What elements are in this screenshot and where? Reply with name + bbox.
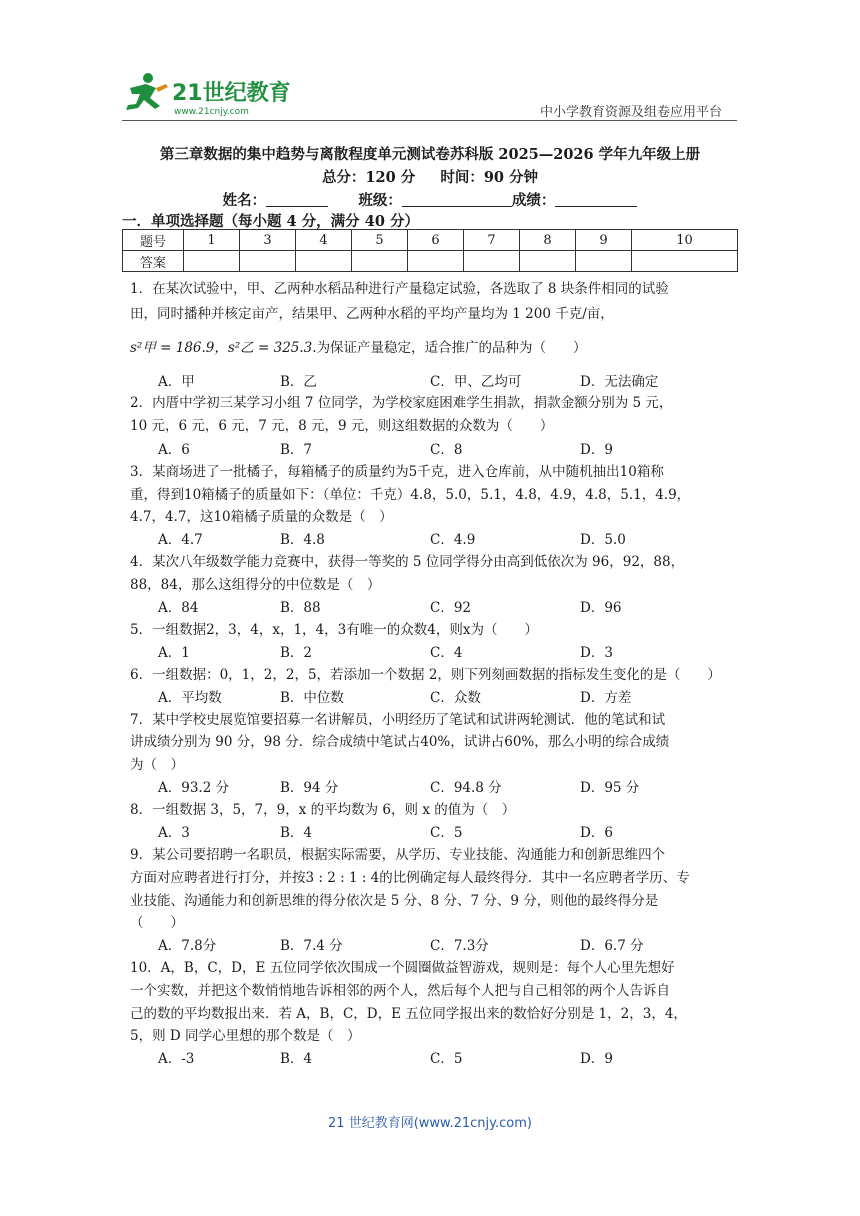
q4-option-a[interactable]: A．84 — [158, 600, 199, 616]
q2-option-c[interactable]: C．8 — [430, 442, 463, 458]
q2-option-a[interactable]: A．6 — [158, 442, 190, 458]
q10-text-line: 5，则 D 同学心里想的那个数是（ ） — [130, 1028, 361, 1044]
q9-option-c[interactable]: C．7.3分 — [430, 938, 489, 954]
q10-text-line: 一个实数，并把这个数悄悄地告诉相邻的两个人，然后每个人把与自己相邻的两个人告诉自 — [130, 983, 670, 999]
table-row — [123, 251, 738, 272]
q6-option-c[interactable]: C．众数 — [430, 690, 481, 706]
q6-text-line: 6．一组数据：0，1，2，2，5，若添加一个数据 2，则下列刻画数据的指标发生变化的是（ ） — [130, 667, 721, 683]
table-cell: 8 — [520, 230, 576, 251]
q8-option-d[interactable]: D．6 — [580, 825, 613, 841]
q1-question: 为保证产量稳定，适合推广的品种为（ ） — [316, 340, 587, 356]
header-divider — [122, 120, 737, 121]
q5-option-b[interactable]: B．2 — [280, 645, 313, 661]
grade-blank[interactable] — [555, 192, 637, 207]
q3-option-d[interactable]: D．5.0 — [580, 532, 626, 548]
logo-text: 21世纪教育 — [172, 81, 291, 106]
answer-cell[interactable] — [520, 251, 576, 272]
q8-option-b[interactable]: B．4 — [280, 825, 313, 841]
q9-option-b[interactable]: B．7.4 分 — [280, 938, 343, 954]
q10-option-d[interactable]: D．9 — [580, 1051, 613, 1067]
table-row — [123, 230, 738, 251]
q4-text-line: 88，84，那么这组得分的中位数是（ ） — [130, 577, 381, 593]
table-cell: 10 — [632, 230, 738, 251]
exam-subtitle — [0, 166, 860, 187]
class-label: 班级： — [358, 192, 402, 209]
q9-option-a[interactable]: A．7.8分 — [158, 938, 217, 954]
q4-option-b[interactable]: B．88 — [280, 600, 321, 616]
q9-text-line: 9．某公司要招聘一名职员，根据实际需要，从学历、专业技能、沟通能力和创新思维四个 — [130, 847, 666, 863]
q1-option-b[interactable]: B．乙 — [280, 374, 317, 390]
table-cell: 4 — [296, 230, 352, 251]
q5-text-line: 5．一组数据2，3，4，x，1，4，3有唯一的众数4，则x为（ ） — [130, 622, 538, 638]
table-cell: 1 — [184, 230, 240, 251]
answer-cell[interactable] — [184, 251, 240, 272]
table-cell: 5 — [352, 230, 408, 251]
q7-option-a[interactable]: A．93.2 分 — [158, 780, 230, 796]
logo-url: www.21cnjy.com — [174, 107, 249, 117]
q7-option-b[interactable]: B．94 分 — [280, 780, 339, 796]
q5-option-a[interactable]: A．1 — [158, 645, 190, 661]
q5-option-d[interactable]: D．3 — [580, 645, 613, 661]
section-heading: 一．单项选择题（每小题 4 分，满分 40 分） — [122, 213, 419, 230]
q3-option-a[interactable]: A．4.7 — [158, 532, 203, 548]
table-cell: 6 — [408, 230, 464, 251]
q6-option-a[interactable]: A．平均数 — [158, 690, 222, 706]
q7-text-line: 讲成绩分别为 90 分，98 分．综合成绩中笔试占40%，试讲占60%，那么小明的综合成绩 — [130, 734, 670, 750]
q1-text-line — [130, 336, 587, 356]
name-label: 姓名： — [222, 192, 267, 209]
q1-option-a[interactable]: A．甲 — [158, 374, 195, 390]
q6-option-b[interactable]: B．中位数 — [280, 690, 344, 706]
q3-text-line: 3．某商场进了一批橘子，每箱橘子的质量约为5千克，进入仓库前，从中随机抽出10箱称 — [130, 464, 664, 480]
q8-option-a[interactable]: A．3 — [158, 825, 190, 841]
q7-text-line: 7．某中学校史展览馆要招募一名讲解员，小明经历了笔试和试讲两轮测试．他的笔试和试 — [130, 712, 666, 728]
q1-text-line: 田，同时播种并核定亩产，结果甲、乙两种水稻的平均产量均为 1 200 千克/亩， — [130, 306, 614, 322]
q2-option-b[interactable]: B．7 — [280, 442, 313, 458]
platform-name: 中小学教育资源及组卷应用平台 — [539, 105, 722, 120]
q4-option-d[interactable]: D．96 — [580, 600, 622, 616]
q2-text-line: 2．内厝中学初三某学习小组 7 位同学，为学校家庭困难学生捐款，捐款金额分别为 5 元， — [130, 395, 673, 411]
q7-text-line: 为（ ） — [130, 757, 184, 773]
q10-text-line: 10．A，B，C，D，E 五位同学依次围成一个圆圈做益智游戏，规则是：每个人心里先想好 — [130, 960, 675, 976]
q1-option-d[interactable]: D．无法确定 — [580, 374, 659, 390]
table-cell: 7 — [464, 230, 520, 251]
q1-formula: s²甲 = 186.9，s²乙 = 325.3. — [130, 340, 317, 356]
q6-option-d[interactable]: D．方差 — [580, 690, 632, 706]
q5-option-c[interactable]: C．4 — [430, 645, 463, 661]
student-info — [0, 189, 860, 210]
answer-table — [122, 229, 738, 272]
q9-text-line: （ ） — [130, 915, 184, 931]
answer-cell[interactable] — [296, 251, 352, 272]
answer-cell[interactable] — [576, 251, 632, 272]
q1-option-c[interactable]: C．甲、乙均可 — [430, 374, 522, 390]
site-logo — [122, 70, 292, 120]
class-blank[interactable] — [402, 192, 512, 207]
q7-option-c[interactable]: C．94.8 分 — [430, 780, 502, 796]
table-cell: 3 — [240, 230, 296, 251]
q3-text-line: 重，得到10箱橘子的质量如下：（单位：千克）4.8，5.0，5.1，4.8，4.9，4.8，5.1，4.9， — [130, 487, 691, 503]
answer-cell[interactable] — [464, 251, 520, 272]
exam-time: 时间：90 分钟 — [440, 169, 539, 186]
answer-cell[interactable] — [240, 251, 296, 272]
q8-text-line: 8．一组数据 3，5，7，9，x 的平均数为 6，则 x 的值为（ ） — [130, 802, 516, 818]
table-head-answer: 答案 — [123, 251, 184, 272]
q1-text-line: 1．在某次试验中，甲、乙两种水稻品种进行产量稳定试验，各选取了 8 块条件相同的试验 — [130, 281, 669, 297]
q3-option-b[interactable]: B．4.8 — [280, 532, 325, 548]
q10-option-c[interactable]: C．5 — [430, 1051, 463, 1067]
name-blank[interactable] — [266, 192, 328, 207]
q3-option-c[interactable]: C．4.9 — [430, 532, 476, 548]
table-cell: 9 — [576, 230, 632, 251]
q9-text-line: 方面对应聘者进行打分，并按3 : 2 : 1 : 4的比例确定每人最终得分．其中一名应聘者学历、专 — [130, 870, 690, 886]
q10-option-b[interactable]: B．4 — [280, 1051, 313, 1067]
q10-option-a[interactable]: A．-3 — [158, 1051, 195, 1067]
table-head-number: 题号 — [123, 230, 184, 251]
answer-cell[interactable] — [352, 251, 408, 272]
q4-option-c[interactable]: C．92 — [430, 600, 472, 616]
footer-link[interactable]: 21 世纪教育网(www.21cnjy.com) — [328, 1116, 532, 1131]
q2-option-d[interactable]: D．9 — [580, 442, 613, 458]
q9-option-d[interactable]: D．6.7 分 — [580, 938, 644, 954]
answer-cell[interactable] — [632, 251, 738, 272]
grade-label: 成绩： — [511, 192, 556, 209]
q2-text-line: 10 元，6 元，6 元，7 元，8 元，9 元，则这组数据的众数为（ ） — [130, 418, 554, 434]
q10-text-line: 己的数的平均数报出来．若 A，B，C，D，E 五位同学报出来的数恰好分别是 1，2，3，4， — [130, 1006, 687, 1022]
q3-text-line: 4.7，4.7，这10箱橘子质量的众数是（ ） — [130, 509, 393, 525]
total-score: 总分：120 分 — [321, 169, 416, 186]
q7-option-d[interactable]: D．95 分 — [580, 780, 640, 796]
q4-text-line: 4．某次八年级数学能力竞赛中，获得一等奖的 5 位同学得分由高到低依次为 96，92，88， — [130, 554, 685, 570]
answer-cell[interactable] — [408, 251, 464, 272]
q8-option-c[interactable]: C．5 — [430, 825, 463, 841]
runner-icon — [126, 73, 168, 110]
exam-title: 第三章数据的集中趋势与离散程度单元测试卷苏科版 2025—2026 学年九年级上册 — [159, 146, 701, 163]
q9-text-line: 业技能、沟通能力和创新思维的得分依次是 5 分、8 分、7 分、9 分，则他的最终得分是 — [130, 893, 659, 909]
